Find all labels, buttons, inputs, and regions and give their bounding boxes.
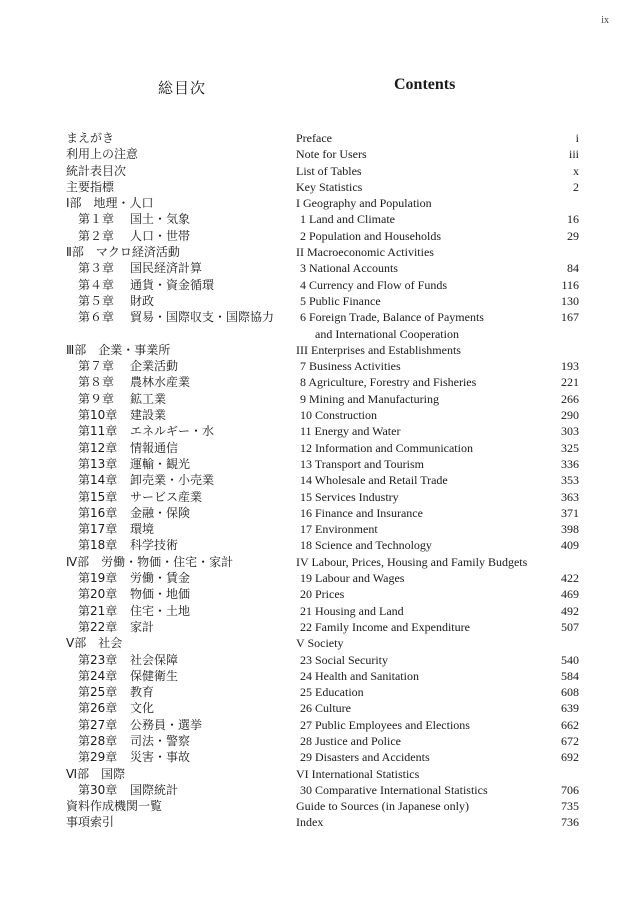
toc-entry-en	[296, 652, 579, 668]
entry-title: 14 Wholesale and Retail Trade	[300, 473, 448, 488]
chapter-title: サービス産業	[130, 489, 203, 504]
entry-title: Ⅲ部 企業・事業所	[66, 342, 171, 357]
chapter-number: 第５章	[78, 293, 115, 308]
entry-title: 6 Foreign Trade, Balance of Payments	[300, 310, 484, 325]
toc-entry-ja	[66, 423, 274, 439]
entry-title: and International Cooperation	[315, 326, 459, 341]
entry-title: 3 National Accounts	[300, 261, 398, 276]
chapter-number: 第22章	[78, 619, 118, 634]
toc-entry-en	[296, 293, 579, 309]
entry-title: 統計表目次	[66, 163, 127, 178]
toc-entry-en	[296, 277, 579, 293]
toc-entry-ja	[66, 407, 274, 423]
toc-entry-en	[296, 749, 579, 765]
toc-entry-ja	[66, 130, 274, 146]
toc-entry-ja	[66, 814, 274, 830]
toc-entry-ja	[66, 440, 274, 456]
toc-entry-en	[296, 537, 579, 553]
toc-entry-en	[296, 700, 579, 716]
toc-entry-ja	[66, 309, 274, 325]
chapter-number: 第20章	[78, 587, 118, 602]
page-ref: 608	[561, 685, 579, 700]
chapter-title: 司法・警察	[130, 733, 191, 748]
toc-entry-ja	[66, 749, 274, 765]
chapter-title: 文化	[130, 701, 155, 716]
toc-entry-en	[296, 326, 579, 342]
chapter-title: 情報通信	[130, 440, 179, 455]
toc-entry-ja	[66, 260, 274, 276]
chapter-title: 住宅・土地	[130, 603, 191, 618]
chapter-title: エネルギー・水	[130, 424, 215, 439]
chapter-number: 第18章	[78, 538, 118, 553]
toc-entry-ja	[66, 211, 274, 227]
toc-entry-ja	[66, 456, 274, 472]
chapter-title: 金融・保険	[130, 505, 191, 520]
toc-entry-en	[296, 309, 579, 325]
entry-title: 29 Disasters and Accidents	[300, 750, 430, 765]
japanese-contents-list	[66, 130, 274, 831]
chapter-number: 第12章	[78, 440, 118, 455]
page-number: ix	[601, 15, 609, 26]
entry-title: Ⅱ部 マクロ経済活動	[66, 245, 180, 260]
toc-entry-en	[296, 603, 579, 619]
toc-entry-ja	[66, 700, 274, 716]
toc-entry-ja	[66, 489, 274, 505]
chapter-title: 科学技術	[130, 538, 179, 553]
chapter-title: 貿易・国際収支・国際協力	[130, 310, 275, 325]
chapter-number: 第14章	[78, 473, 118, 488]
toc-entry-en	[296, 130, 579, 146]
toc-entry-en	[296, 782, 579, 798]
page-ref: 167	[561, 310, 579, 325]
part-heading-ja	[66, 766, 274, 782]
entry-title: 9 Mining and Manufacturing	[300, 391, 439, 406]
toc-entry-en	[296, 717, 579, 733]
page-ref: iii	[568, 147, 579, 162]
chapter-title: 建設業	[130, 408, 167, 423]
entry-title: 28 Justice and Police	[300, 733, 401, 748]
chapter-title: 物価・地価	[130, 587, 191, 602]
chapter-title: 社会保障	[130, 652, 179, 667]
toc-entry-ja	[66, 228, 274, 244]
chapter-title: 人口・世帯	[130, 228, 191, 243]
page-ref: 266	[561, 391, 579, 406]
toc-entry-ja	[66, 537, 274, 553]
chapter-number: 第13章	[78, 456, 118, 471]
entry-title: VI International Statistics	[296, 766, 420, 781]
chapter-number: 第21章	[78, 603, 118, 618]
chapter-number: 第11章	[78, 424, 118, 439]
page-ref: 303	[561, 424, 579, 439]
english-contents-list	[296, 130, 579, 831]
entry-title: 30 Comparative International Statistics	[300, 782, 488, 797]
toc-entry-ja	[66, 179, 274, 195]
chapter-title: 卸売業・小売業	[130, 473, 215, 488]
part-heading-en	[296, 635, 579, 651]
entry-title: まえがき	[66, 131, 115, 145]
entry-title: 4 Currency and Flow of Funds	[300, 277, 447, 292]
entry-title: 10 Construction	[300, 408, 377, 423]
toc-entry-en	[296, 440, 579, 456]
part-heading-en	[296, 195, 579, 211]
entry-title: V Society	[296, 636, 344, 651]
chapter-title: 通貨・資金循環	[130, 277, 215, 292]
toc-entry-en	[296, 668, 579, 684]
entry-title: II Macroeconomic Activities	[296, 245, 434, 260]
part-heading-en	[296, 766, 579, 782]
title-japanese: 総目次	[158, 79, 207, 97]
page-ref: 325	[561, 440, 579, 455]
page-ref: 706	[561, 782, 579, 797]
entry-title: Ⅰ部 地理・人口	[66, 196, 154, 211]
part-heading-en	[296, 554, 579, 570]
page-ref: 584	[561, 668, 579, 683]
chapter-number: 第27章	[78, 717, 118, 732]
toc-entry-en	[296, 684, 579, 700]
part-heading-ja	[66, 195, 274, 211]
chapter-number: 第９章	[78, 391, 115, 406]
entry-title: 主要指標	[66, 179, 115, 194]
chapter-number: 第10章	[78, 408, 118, 423]
chapter-title: 労働・賃金	[130, 571, 191, 586]
page-ref: i	[575, 131, 579, 145]
toc-entry-ja	[66, 652, 274, 668]
entry-title: 利用上の注意	[66, 147, 139, 162]
part-heading-en	[296, 342, 579, 358]
chapter-number: 第23章	[78, 652, 118, 667]
title-english: Contents	[394, 76, 456, 93]
toc-entry-ja	[66, 521, 274, 537]
toc-entry-en	[296, 374, 579, 390]
page-ref: 540	[561, 652, 579, 667]
chapter-title: 公務員・選挙	[130, 717, 203, 732]
toc-entry-en	[296, 179, 579, 195]
page-ref: 363	[561, 489, 579, 504]
part-heading-ja	[66, 554, 274, 570]
page-ref: 398	[561, 522, 579, 537]
toc-entry-ja	[66, 472, 274, 488]
page-ref: 409	[561, 538, 579, 553]
entry-title: 17 Environment	[300, 522, 378, 537]
toc-entry-ja	[66, 163, 274, 179]
entry-title: 24 Health and Sanitation	[300, 668, 419, 683]
page-ref: 639	[561, 701, 579, 716]
toc-entry-ja	[66, 374, 274, 390]
entry-title: 26 Culture	[300, 701, 351, 716]
chapter-number: 第30章	[78, 782, 118, 797]
chapter-title: 運輸・観光	[130, 456, 191, 471]
chapter-number: 第１章	[78, 212, 115, 227]
toc-entry-en	[296, 570, 579, 586]
toc-entry-ja	[66, 391, 274, 407]
toc-entry-en	[296, 260, 579, 276]
toc-entry-ja	[66, 277, 274, 293]
page-ref: 507	[561, 619, 579, 634]
toc-entry-en	[296, 489, 579, 505]
toc-entry-ja	[66, 586, 274, 602]
entry-title: Index	[296, 815, 324, 830]
chapter-title: 教育	[130, 685, 155, 700]
toc-entry-ja	[66, 293, 274, 309]
toc-entry-en	[296, 456, 579, 472]
page-ref: 692	[561, 750, 579, 765]
chapter-number: 第29章	[78, 750, 118, 765]
entry-title: 18 Science and Technology	[300, 538, 432, 553]
part-heading-ja	[66, 635, 274, 651]
chapter-title: 企業活動	[130, 359, 179, 374]
toc-entry-en	[296, 814, 579, 830]
page-ref: 672	[561, 733, 579, 748]
toc-entry-en	[296, 619, 579, 635]
entry-title: 19 Labour and Wages	[300, 571, 405, 586]
chapter-number: 第17章	[78, 522, 118, 537]
toc-entry-ja	[66, 570, 274, 586]
page-ref: 29	[567, 228, 579, 243]
entry-title: 2 Population and Households	[300, 228, 441, 243]
toc-entry-en	[296, 733, 579, 749]
page-ref: 492	[561, 603, 579, 618]
toc-entry-ja	[66, 619, 274, 635]
entry-title: 15 Services Industry	[300, 489, 399, 504]
entry-title: 12 Information and Communication	[300, 440, 473, 455]
entry-title: Ⅴ部 社会	[66, 636, 123, 651]
toc-entry-ja	[66, 782, 274, 798]
entry-title: 8 Agriculture, Forestry and Fisheries	[300, 375, 477, 390]
entry-title: 21 Housing and Land	[300, 603, 404, 618]
page-ref: 336	[561, 456, 579, 471]
toc-entry-en	[296, 146, 579, 162]
entry-title: 1 Land and Climate	[300, 212, 395, 227]
page-ref: 193	[561, 359, 579, 374]
page-ref: 84	[567, 261, 579, 276]
page-ref: 736	[561, 815, 579, 830]
toc-entry-en	[296, 505, 579, 521]
toc-entry-ja	[66, 668, 274, 684]
chapter-title: 災害・事故	[130, 750, 191, 765]
chapter-number: 第３章	[78, 261, 115, 276]
part-heading-ja	[66, 342, 274, 358]
toc-entry-en	[296, 228, 579, 244]
page-ref: 221	[561, 375, 579, 390]
page-ref: 469	[561, 587, 579, 602]
entry-title: Preface	[296, 131, 332, 145]
toc-entry-ja	[66, 798, 274, 814]
chapter-title: 国民経済計算	[130, 261, 203, 276]
entry-title: 25 Education	[300, 685, 364, 700]
entry-title: Ⅳ部 労働・物価・住宅・家計	[66, 554, 234, 569]
page-ref: x	[573, 163, 579, 178]
entry-title: 11 Energy and Water	[300, 424, 401, 439]
toc-entry-ja	[66, 717, 274, 733]
page-ref: 116	[561, 277, 579, 292]
page-ref: 735	[561, 799, 579, 814]
part-heading-ja	[66, 244, 274, 260]
part-heading-en	[296, 244, 579, 260]
chapter-title: 保健衛生	[130, 668, 179, 683]
chapter-title: 国際統計	[130, 782, 179, 797]
chapter-number: 第７章	[78, 359, 115, 374]
entry-title: 13 Transport and Tourism	[300, 456, 424, 471]
chapter-number: 第16章	[78, 505, 118, 520]
toc-entry-en	[296, 798, 579, 814]
chapter-title: 環境	[130, 522, 155, 537]
entry-title: List of Tables	[296, 163, 362, 178]
toc-entry-en	[296, 211, 579, 227]
entry-title: III Enterprises and Establishments	[296, 342, 461, 357]
page-ref: 130	[561, 293, 579, 308]
chapter-title: 財政	[130, 293, 155, 308]
chapter-title: 家計	[130, 619, 155, 634]
toc-entry-en	[296, 391, 579, 407]
chapter-number: 第19章	[78, 571, 118, 586]
chapter-number: 第８章	[78, 375, 115, 390]
page-ref: 662	[561, 717, 579, 732]
page-ref: 371	[561, 505, 579, 520]
chapter-number: 第25章	[78, 685, 118, 700]
entry-title: 23 Social Security	[300, 652, 388, 667]
toc-entry-en	[296, 163, 579, 179]
toc-entry-en	[296, 472, 579, 488]
toc-entry-en	[296, 358, 579, 374]
toc-entry-en	[296, 586, 579, 602]
toc-entry-ja	[66, 733, 274, 749]
chapter-number: 第26章	[78, 701, 118, 716]
entry-title: Note for Users	[296, 147, 367, 162]
toc-entry-ja	[66, 684, 274, 700]
entry-title: 16 Finance and Insurance	[300, 505, 423, 520]
entry-title: I Geography and Population	[296, 196, 432, 211]
toc-entry-ja	[66, 603, 274, 619]
entry-title: 資料作成機関一覧	[66, 799, 163, 814]
page-ref: 422	[561, 571, 579, 586]
entry-title: Guide to Sources (in Japanese only)	[296, 799, 469, 814]
entry-title: Ⅵ部 国際	[66, 766, 126, 781]
chapter-number: 第６章	[78, 310, 115, 325]
chapter-title: 鉱工業	[130, 391, 167, 406]
chapter-number: 第24章	[78, 668, 118, 683]
toc-entry-ja	[66, 358, 274, 374]
page-ref: 2	[573, 179, 579, 194]
page-ref: 353	[561, 473, 579, 488]
chapter-number: 第28章	[78, 733, 118, 748]
entry-title: 7 Business Activities	[300, 359, 401, 374]
toc-entry-en	[296, 407, 579, 423]
toc-entry-ja	[66, 505, 274, 521]
entry-title: Key Statistics	[296, 179, 363, 194]
toc-entry-ja	[66, 146, 274, 162]
chapter-number: 第４章	[78, 277, 115, 292]
chapter-number: 第15章	[78, 489, 118, 504]
entry-title: 5 Public Finance	[300, 293, 381, 308]
entry-title: 20 Prices	[300, 587, 345, 602]
entry-title: 27 Public Employees and Elections	[300, 717, 470, 732]
toc-entry-en	[296, 521, 579, 537]
entry-title: 事項索引	[66, 815, 115, 830]
page-ref: 16	[567, 212, 579, 227]
spacer	[66, 326, 274, 342]
chapter-title: 国土・気象	[130, 212, 191, 227]
chapter-number: 第２章	[78, 228, 115, 243]
toc-entry-en	[296, 423, 579, 439]
chapter-title: 農林水産業	[130, 375, 191, 390]
entry-title: 22 Family Income and Expenditure	[300, 619, 470, 634]
page-ref: 290	[561, 408, 579, 423]
entry-title: IV Labour, Prices, Housing and Family Budgets	[296, 554, 528, 569]
